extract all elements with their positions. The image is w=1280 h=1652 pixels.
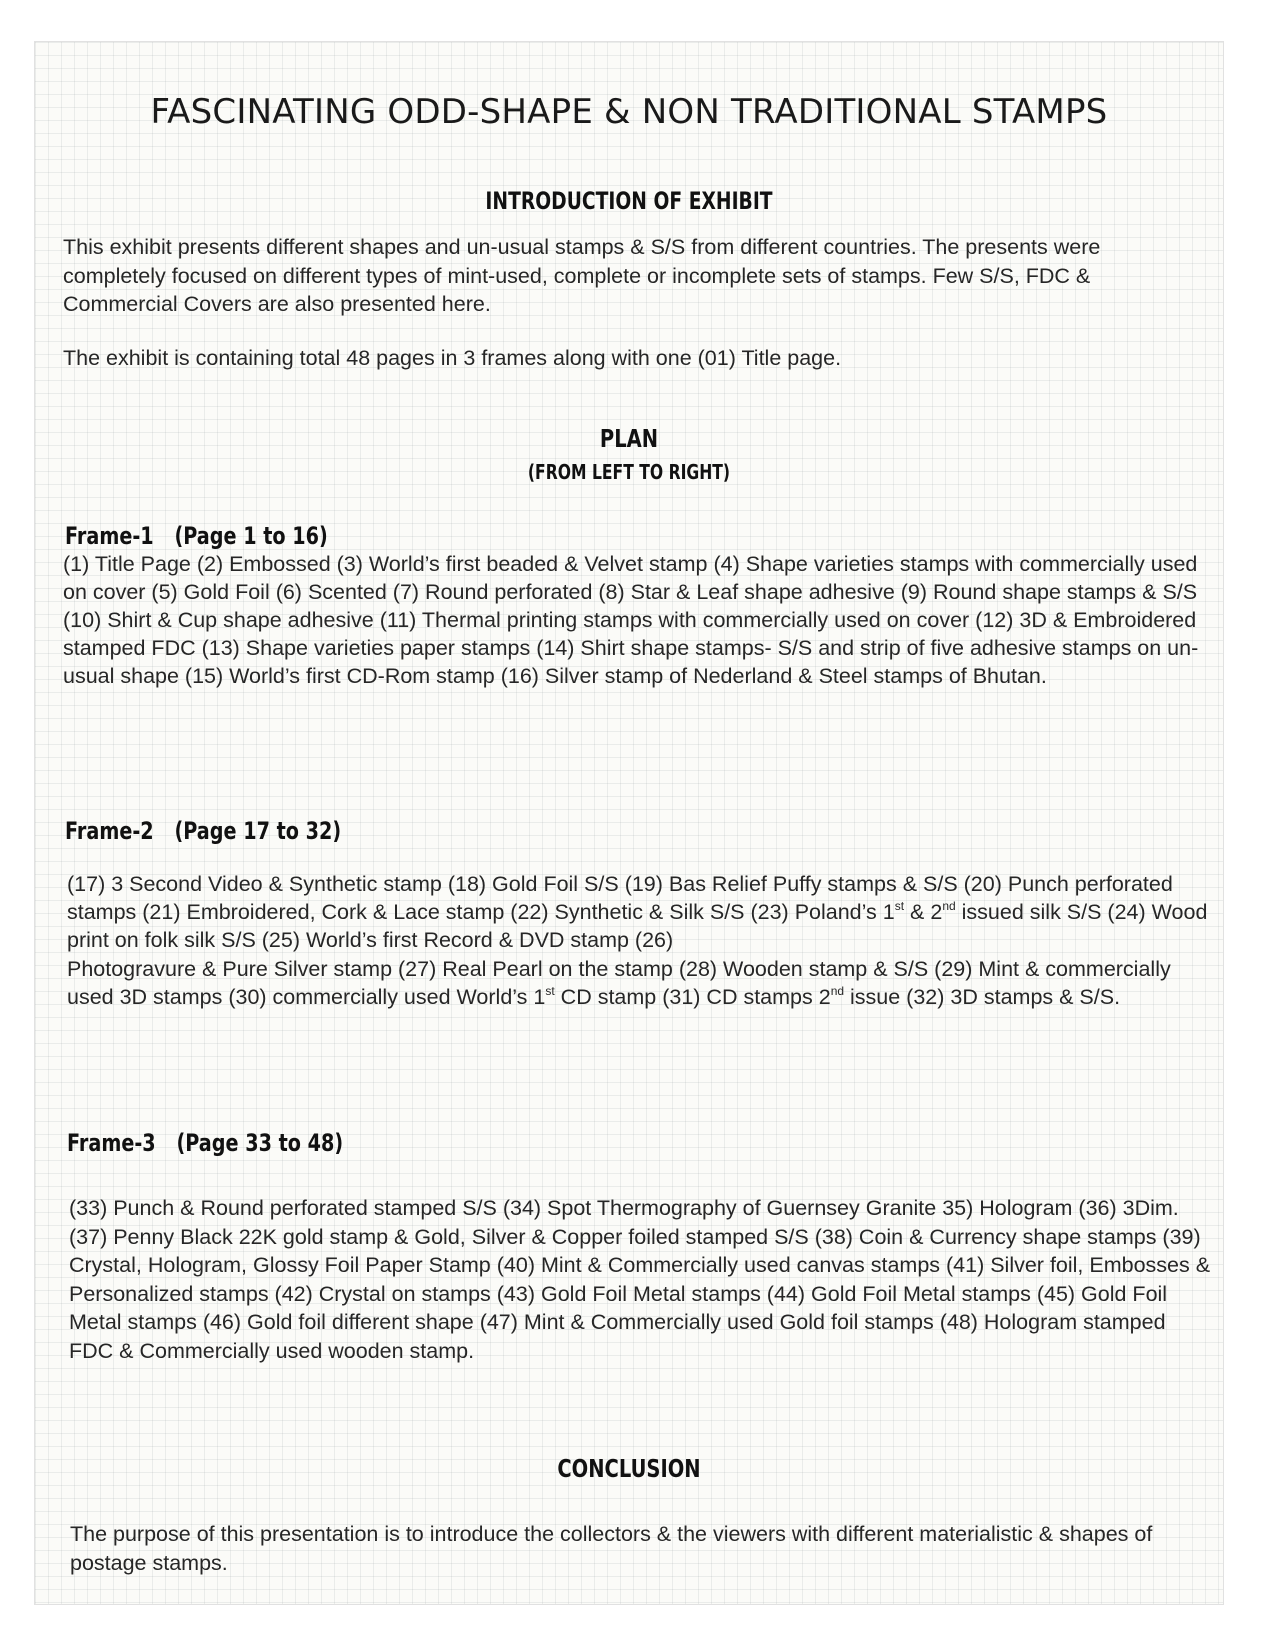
- superscript: nd: [830, 983, 845, 998]
- frame-3-heading: [67, 1129, 343, 1157]
- frame-label: Frame-1: [65, 522, 154, 550]
- introduction-heading: INTRODUCTION OF EXHIBIT: [485, 187, 773, 215]
- text-run: Photogravure & Pure Silver stamp (27) Real Pearl on the stamp (28) Wooden stamp & S/S (29) Mint & commercially used 3D stamps (30) commercially used World’s 1: [67, 956, 1171, 1009]
- text-run: & 2: [904, 900, 943, 925]
- plan-subheading: (FROM LEFT TO RIGHT): [527, 460, 731, 484]
- frame-2-heading: [65, 817, 341, 845]
- plan-heading: PLAN: [599, 424, 659, 453]
- conclusion-paragraph: The purpose of this presentation is to introduce the collectors & the viewers with different materialistic & shapes of postage stamps.: [70, 1522, 1153, 1575]
- frame-3-contents: (33) Punch & Round perforated stamped S/S (34) Spot Thermography of Guernsey Granite 35) Hologram (36) 3Dim. (37) Penny Black 22K gold stamp & Gold, Silver & Copper foiled stamped S/S (38) Coin & Currency shape stamps (39) Crystal, Hologram, Glossy Foil Paper Stamp (40) Mint & Commercially used canvas stamps (41) Silver foil, Embosses & Personalized stamps (42) Crystal on stamps (43) Gold Foil Metal stamps (44) Gold Foil Metal stamps (45) Gold Foil Metal stamps (46) Gold foil different shape (47) Mint & Commercially used Gold foil stamps (48) Hologram stamped FDC & Commercially used wooden stamp.: [69, 1196, 1211, 1363]
- frame-page-range: (Page 17 to 32): [174, 817, 342, 845]
- text-run: issue (32) 3D stamps & S/S.: [844, 984, 1121, 1009]
- frame-page-range: (Page 1 to 16): [174, 522, 328, 550]
- document-title: FASCINATING ODD-SHAPE & NON TRADITIONAL STAMPS: [150, 92, 1108, 132]
- frame-1-heading: [65, 522, 328, 550]
- text-run: issued silk S/S (24) Wood print on folk silk S/S (25) World’s first Record & DVD stamp (26): [67, 900, 1208, 953]
- superscript: st: [545, 983, 555, 998]
- document-page: [35, 42, 1223, 1604]
- frame-label: Frame-2: [65, 817, 154, 845]
- frame-2-contents: [67, 870, 1215, 1011]
- conclusion-heading: CONCLUSION: [557, 1454, 701, 1483]
- frame-page-range: (Page 33 to 48): [176, 1129, 344, 1157]
- superscript: nd: [942, 899, 956, 914]
- introduction-paragraph: The exhibit is containing total 48 pages in 3 frames along with one (01) Title page.: [63, 346, 842, 370]
- frame-1-contents: (1) Title Page (2) Embossed (3) World’s first beaded & Velvet stamp (4) Shape varieties stamps with commercially used on cover (5) Gold Foil (6) Scented (7) Round perforated (8) Star & Leaf shape adhesive (9) Round shape stamps & S/S (10) Shirt & Cup shape adhesive (11) Thermal printing stamps with commercially used on cover (12) 3D & Embroidered stamped FDC (13) Shape varieties paper stamps (14) Shirt shape stamps- S/S and strip of five adhesive stamps on un-usual shape (15) World’s first CD-Rom stamp (16) Silver stamp of Nederland & Steel stamps of Bhutan.: [63, 552, 1199, 688]
- text-run: (17) 3 Second Video & Synthetic stamp (18) Gold Foil S/S (19) Bas Relief Puffy stamps & S/S (20) Punch perforated stamps (21) Embroidered, Cork & Lace stamp (22) Synthetic & Silk S/S (23) Poland’s 1: [67, 872, 1173, 925]
- frame-label: Frame-3: [67, 1129, 156, 1157]
- text-run: CD stamp (31) CD stamps 2: [554, 984, 831, 1009]
- superscript: st: [894, 899, 905, 914]
- introduction-paragraph: This exhibit presents different shapes and un-usual stamps & S/S from different countries. The presents were completely focused on different types of mint-used, complete or incomplete sets of stamps. Few S/S, FDC & Commercial Covers are also presented here.: [63, 235, 1101, 316]
